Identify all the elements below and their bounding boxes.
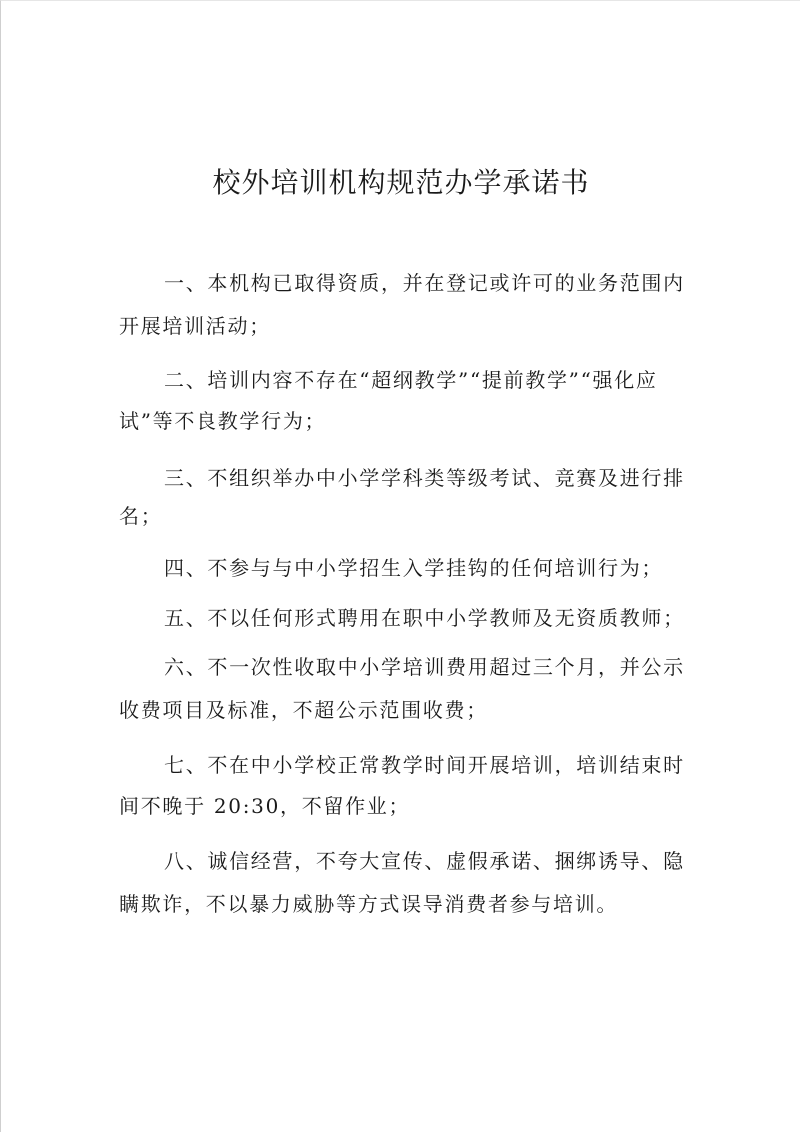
paragraph-4-line-1: 四、不参与与中小学招生入学挂钩的任何培训行为； (164, 556, 664, 580)
paragraph-3-line-2: 名； (119, 504, 163, 528)
paragraph-8-line-2: 瞒欺诈，不以暴力威胁等方式误导消费者参与培训。 (119, 892, 619, 916)
paragraph-6-line-2: 收费项目及标准，不超公示范围收费； (119, 698, 488, 722)
paragraph-1-line-2: 开展培训活动； (119, 314, 271, 338)
paragraph-5-line-1: 五、不以任何形式聘用在职中小学教师及无资质教师； (164, 606, 685, 630)
paragraph-2-line-1: 二、培训内容不存在“超纲教学”“提前教学”“强化应 (164, 368, 658, 392)
paragraph-3-line-1: 三、不组织举办中小学学科类等级考试、竞赛及进行排 (164, 466, 685, 490)
paragraph-6-line-1: 六、不一次性收取中小学培训费用超过三个月，并公示 (164, 655, 685, 679)
paragraph-8-line-1: 八、诚信经营，不夸大宣传、虚假承诺、捆绑诱导、隐 (164, 849, 685, 873)
document-title: 校外培训机构规范办学承诺书 (212, 166, 590, 199)
paragraph-2-line-2: 试”等不良教学行为； (119, 409, 327, 433)
paragraph-1-line-1: 一、本机构已取得资质，并在登记或许可的业务范围内 (164, 271, 685, 295)
paragraph-7-line-1: 七、不在中小学校正常教学时间开展培训，培训结束时 (164, 753, 685, 777)
paragraph-7-line-2: 间不晚于 20:30，不留作业； (119, 794, 411, 818)
